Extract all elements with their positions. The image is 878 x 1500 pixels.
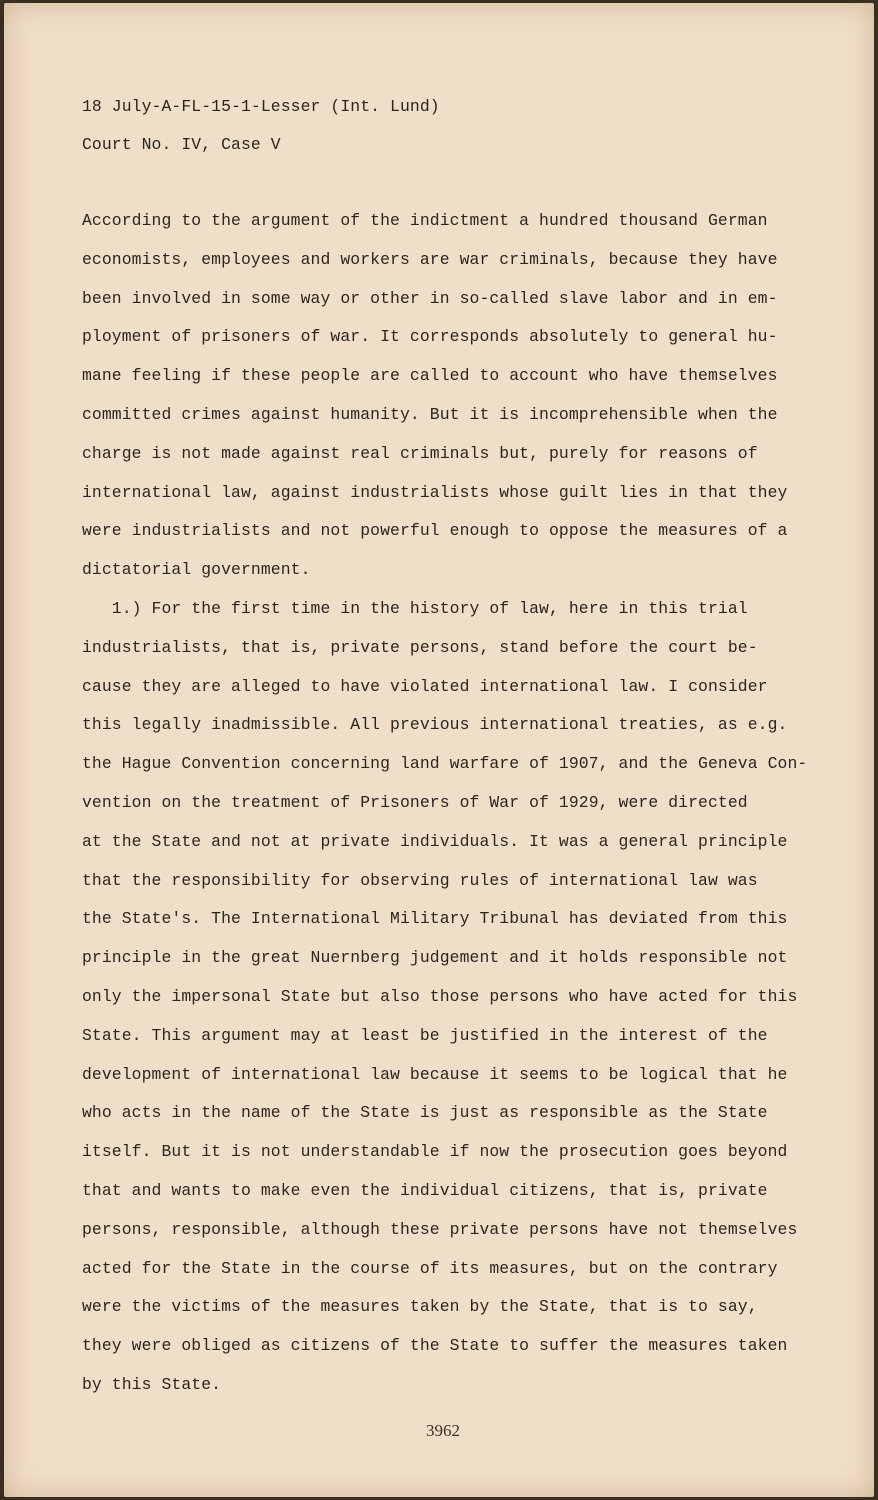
text-line: international law, against industrialists whose guilt lies in that they: [82, 482, 788, 502]
text-line: that the responsibility for observing rules of international law was: [82, 870, 758, 890]
text-line: According to the argument of the indictment a hundred thousand German: [82, 211, 768, 230]
text-line: ployment of prisoners of war. It corresponds absolutely to general hu-: [82, 327, 778, 347]
text-line: committed crimes against humanity. But it is incomprehensible when the: [82, 405, 778, 424]
text-line: who acts in the name of the State is just as responsible as the State: [82, 1103, 768, 1123]
page-number: 3962: [426, 1421, 460, 1440]
text-line: mane feeling if these people are called to account who have themselves: [82, 366, 778, 386]
text-line: principle in the great Nuernberg judgement and it holds responsible not: [82, 948, 788, 968]
text-line: they were obliged as citizens of the State to suffer the measures taken: [82, 1336, 788, 1356]
text-line: cause they are alleged to have violated international law. I consider: [82, 676, 768, 696]
text-line: that and wants to make even the individual citizens, that is, private: [82, 1181, 768, 1200]
text-line: persons, responsible, although these private persons have not themselves: [82, 1219, 798, 1239]
text-line: 1.) For the first time in the history of law, here in this trial: [82, 599, 748, 618]
document-page: [4, 3, 874, 1497]
text-line: charge is not made against real criminals but, purely for reasons of: [82, 443, 758, 463]
text-line: at the State and not at private individuals. It was a general principle: [82, 831, 788, 851]
text-line: economists, employees and workers are war criminals, because they have: [82, 249, 778, 269]
text-line: only the impersonal State but also those persons who have acted for this: [82, 987, 798, 1006]
text-line: were the victims of the measures taken by the State, that is to say,: [82, 1297, 758, 1317]
court-case: Court No. IV, Case V: [82, 135, 281, 154]
text-line: this legally inadmissible. All previous international treaties, as e.g.: [82, 715, 788, 735]
text-line: industrialists, that is, private persons, stand before the court be-: [82, 637, 758, 657]
text-line: development of international law because it seems to be logical that he: [82, 1064, 788, 1084]
text-line: were industrialists and not powerful enough to oppose the measures of a: [82, 521, 788, 541]
text-line: the State's. The International Military Tribunal has deviated from this: [82, 909, 788, 929]
text-line: itself. But it is not understandable if now the prosecution goes beyond: [82, 1142, 788, 1162]
text-line: acted for the State in the course of its measures, but on the contrary: [82, 1258, 778, 1278]
document-reference: 18 July-A-FL-15-1-Lesser (Int. Lund): [82, 97, 440, 116]
text-line: been involved in some way or other in so-called slave labor and in em-: [82, 288, 778, 308]
text-line: the Hague Convention concerning land warfare of 1907, and the Geneva Con-: [82, 754, 808, 774]
text-line: State. This argument may at least be justified in the interest of the: [82, 1025, 768, 1045]
text-line: dictatorial government.: [82, 560, 311, 580]
text-line: by this State.: [82, 1375, 222, 1394]
text-line: vention on the treatment of Prisoners of War of 1929, were directed: [82, 793, 748, 812]
